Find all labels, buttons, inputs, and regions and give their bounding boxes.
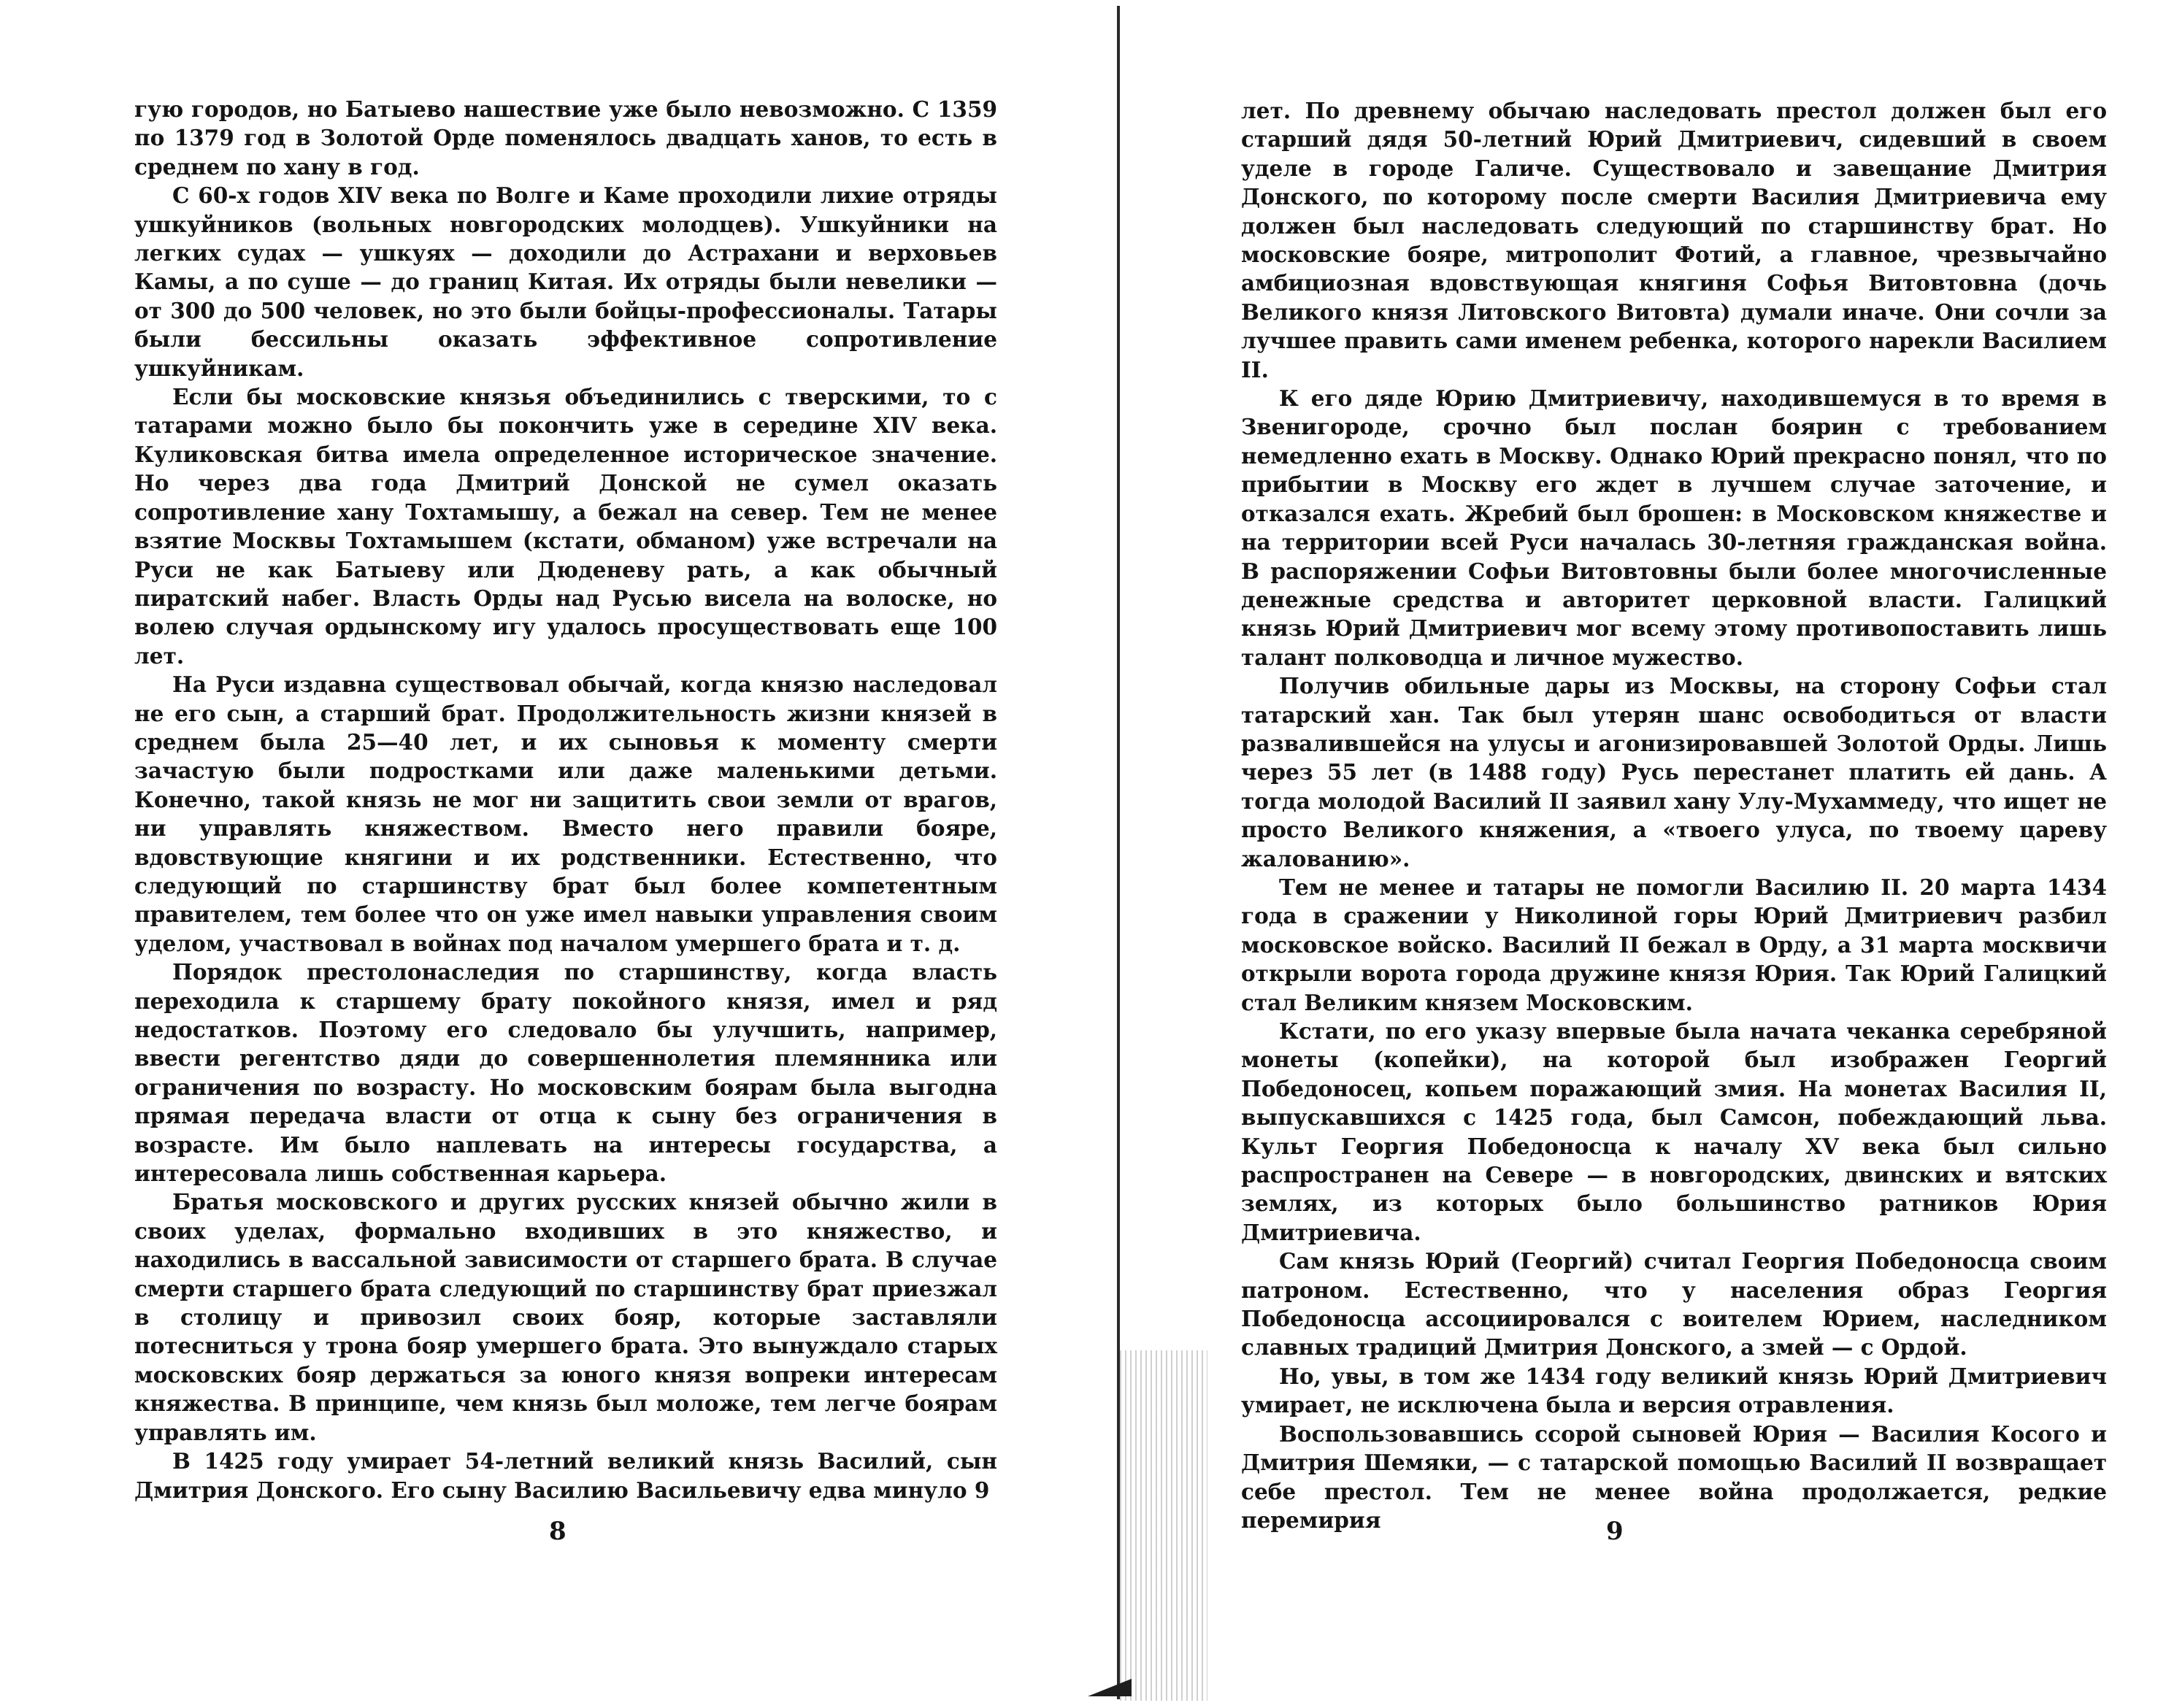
paragraph: Воспользовавшись ссорой сыновей Юрия — Василия Косого и Дмитрия Шемяки, — с татарской помощью Василий II возвращает себе престол. Тем не менее война продолжается, редкие перемирия (1241, 1420, 2107, 1533)
paragraph: На Руси издавна существовал обычай, когда князю наследовал не его сын, а старший брат. Продолжительность жизни князей в среднем была 25—40 лет, и их сыновья к моменту смерти зачастую были подростками или даже маленькими детьми. Конечно, такой князь не мог ни защитить свои земли от врагов, ни управлять княжеством. Вместо него правили бояре, вдовствующие княгини и их родственники. Естественно, что следующий по старшинству брат был более компетентным правителем, тем более что он уже имел навыки управления своим уделом, участвовал в войнах под началом умершего брата и т. д. (134, 672, 997, 956)
paragraph: Если бы московские князья объединились с тверскими, то с татарами можно было бы покончить уже в середине XIV века. Куликовская битва имела определенное историческое значение. Но через два года Дмитрий Донской не сумел оказать сопротивление хану Тохтамышу, а бежал на север. Тем не менее взятие Москвы Тохтамышем (кстати, обманом) уже встречали на Руси не как Батыеву или Дюденеву рать, а как обычный пиратский набег. Власть Орды над Русью висела на волоске, но волею случая ордынскому игу удалось просуществовать еще 100 лет. (134, 384, 997, 669)
paragraph: лет. По древнему обычаю наследовать престол должен был его старший дядя 50-летний Юрий Дмитриевич, сидевший в своем уделе в городе Галиче. Существовало и завещание Дмитрия Донского, по которому после смерти Василия Дмитриевича ему должен был наследовать следующий по старшинству брат. Но московские бояре, митрополит Фотий, а главное, чрезвычайно амбициозная вдовствующая княгиня Софья Витовтовна (дочь Великого князя Литовского Витовта) думали иначе. Они сочли за лучшее править сами именем ребенка, которого нарекли Василием II. (1241, 98, 2107, 382)
page-number: 8 (549, 1517, 567, 1546)
paragraph: С 60-х годов XIV века по Волге и Каме проходили лихие отряды ушкуйников (вольных новгородских молодцев). Ушкуйники на легких судах — ушкуях — доходили до Астрахани и верховьев Камы, а по суше — до границ Китая. Их отряды были невелики — от 300 до 500 человек, но это были бойцы-профессионалы. Татары были бессильны оказать эффективное сопротивление ушкуйникам. (134, 182, 997, 381)
paragraph: Тем не менее и татары не помогли Василию II. 20 марта 1434 года в сражении у Николиной горы Юрий Дмитриевич разбил московское войско. Василий II бежал в Орду, а 31 марта москвичи открыли ворота города дружине князя Юрия. Так Юрий Галицкий стал Великим князем Московским. (1241, 874, 2107, 1015)
paragraph: Сам князь Юрий (Георгий) считал Георгия Победоносца своим патроном. Естественно, что у населения образ Георгия Победоносца ассоциировался с воителем Юрием, наследником славных традиций Дмитрия Донского, а змей — с Ордой. (1241, 1248, 2107, 1361)
paragraph: гую городов, но Батыево нашествие уже было невозможно. С 1359 по 1379 год в Золотой Орде поменялось двадцать ханов, то есть в среднем по хану в год. (134, 96, 997, 180)
paragraph: Но, увы, в том же 1434 году великий князь Юрий Дмитриевич умирает, не исключена была и версия отравления. (1241, 1363, 2107, 1418)
paragraph: Кстати, по его указу впервые была начата чеканка серебряной монеты (копейки), на которой был изображен Георгий Победоносец, копьем поражающий змия. На монетах Василия II, выпускавшихся с 1425 года, был Самсон, побеждающий льва. Культ Георгия Победоносца к началу XV века был сильно распространен на Севере — в новгородских, двинских и вятских землях, из которых было большинство ратников Юрия Дмитриевича. (1241, 1018, 2107, 1245)
paragraph: К его дяде Юрию Дмитриевичу, находившемуся в то время в Звенигороде, срочно был послан боярин с требованием немедленно ехать в Москву. Однако Юрий прекрасно понял, что по прибытии в Москву его ждет в лучшем случае заточение, и отказался ехать. Жребий был брошен: в Московском княжестве и на территории всей Руси началась 30-летняя гражданская война. В распоряжении Софьи Витовтовны были более многочисленные денежные средства и авторитет церковной власти. Галицкий князь Юрий Дмитриевич мог всему этому противопоставить лишь талант полководца и личное мужество. (1241, 385, 2107, 670)
right-page-text (1241, 96, 2107, 1534)
paragraph: Получив обильные дары из Москвы, на сторону Софьи стал татарский хан. Так был утерян шанс освободиться от власти развалившейся на улусы и агонизировавшей Золотой Орды. Лишь через 55 лет (в 1488 году) Русь перестанет платить ей дань. А тогда молодой Василий II заявил хану Улу-Мухаммеду, что ищет не просто Великого княжения, а «твоего улуса, по твоему цареву жалованию». (1241, 673, 2107, 872)
paragraph: Братья московского и других русских князей обычно жили в своих уделах, формально входивших в это княжество, и находились в вассальной зависимости от старшего брата. В случае смерти старшего брата следующий по старшинству брат приезжал в столицу и привозил своих бояр, которые заставляли потесниться у трона бояр умершего брата. Это вынуждало старых московских бояр держаться за юного князя вопреки интересам княжества. В принципе, чем князь был моложе, тем легче боярам управлять им. (134, 1189, 997, 1445)
paragraph: Порядок престолонаследия по старшинству, когда власть переходила к старшему брату покойного князя, имел и ряд недостатков. Поэтому его следовало бы улучшить, например, ввести регентство дяди до совершеннолетия племянника или ограничения по возрасту. Но московским боярам была выгодна прямая передача власти от отца к сыну без ограничения в возрасте. Им было наплевать на интересы государства, а интересовала лишь собственная карьера. (134, 959, 997, 1187)
right-page (1095, 0, 2166, 1708)
left-page-text (134, 95, 997, 1504)
paragraph: В 1425 году умирает 54-летний великий князь Василий, сын Дмитрия Донского. Его сыну Василию Васильевичу едва минуло 9 (134, 1448, 997, 1503)
page-number: 9 (1606, 1517, 1624, 1546)
